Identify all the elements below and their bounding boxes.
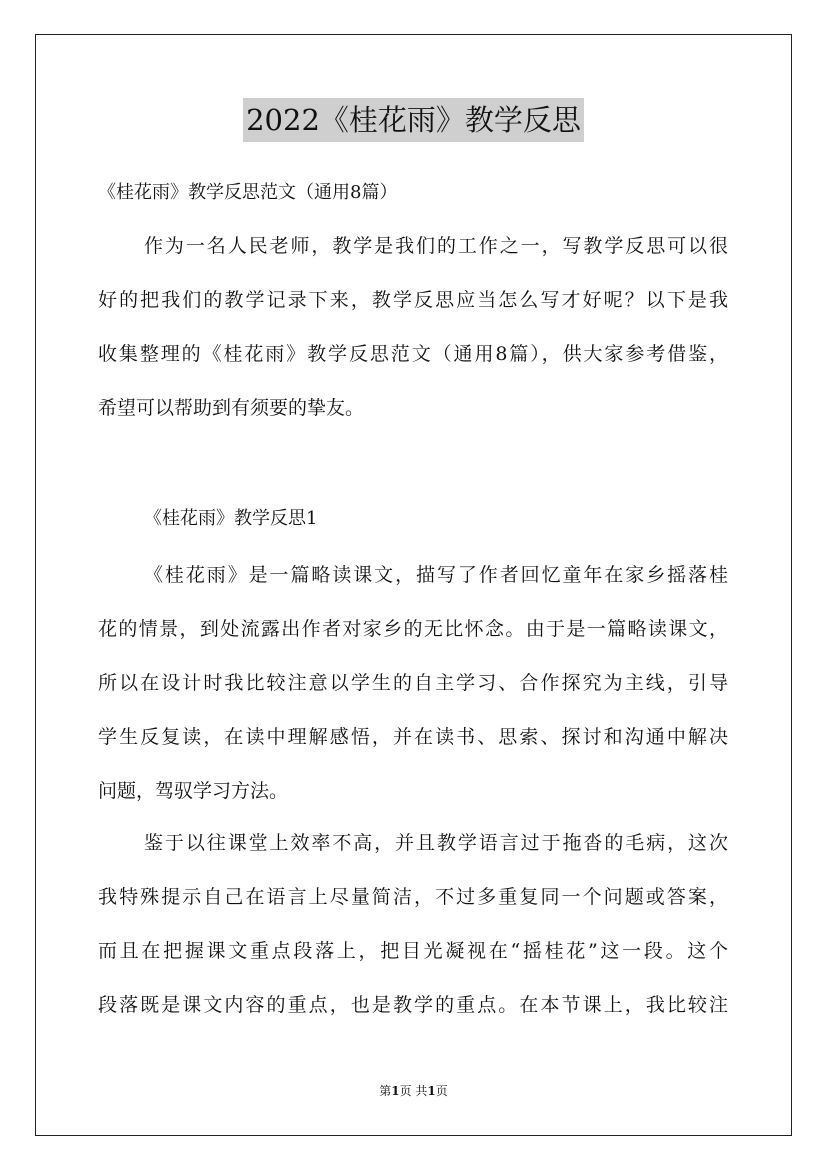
- document-title: 2022《桂花雨》教学反思: [243, 98, 584, 142]
- body-line: 《桂花雨》是一篇略读课文，描写了作者回忆童年在家乡摇落桂: [144, 564, 728, 586]
- intro-line: 希望可以帮助到有须要的挚友。: [98, 397, 365, 419]
- body-line: 问题，驾驭学习方法。: [98, 780, 289, 802]
- footer-prefix: 第: [379, 1084, 392, 1098]
- body-line: 学生反复读，在读中理解感悟，并在读书、思索、探讨和沟通中解决: [98, 726, 728, 748]
- section-heading: 《桂花雨》教学反思1: [144, 508, 318, 529]
- body-line: 段落既是课文内容的重点，也是教学的重点。在本节课上，我比较注: [98, 994, 728, 1016]
- page-footer: [0, 1083, 827, 1099]
- body-line: 而且在把握课文重点段落上，把目光凝视在“摇桂花”这一段。这个: [98, 940, 728, 962]
- body-paragraph-2: [98, 816, 728, 1032]
- body-line: 我特殊提示自己在语言上尽量简洁，不过多重复同一个问题或答案，: [98, 886, 728, 908]
- footer-page-suffix: 页 共: [399, 1084, 428, 1098]
- document-subtitle: 《桂花雨》教学反思范文（通用8篇）: [98, 182, 398, 203]
- title-container: [0, 98, 827, 142]
- body-line: 花的情景，到处流露出作者对家乡的无比怀念。由于是一篇略读课文，: [98, 618, 728, 640]
- intro-line: 收集整理的《桂花雨》教学反思范文（通用8篇），供大家参考借鉴，: [98, 343, 728, 365]
- footer-end-suffix: 页: [435, 1084, 448, 1098]
- intro-line: 作为一名人民老师，教学是我们的工作之一，写教学反思可以很: [144, 235, 728, 257]
- footer-current-page: 1: [391, 1084, 400, 1098]
- body-paragraph-1: [98, 548, 728, 818]
- footer-total-pages: 1: [427, 1084, 436, 1098]
- intro-paragraph: [98, 219, 728, 435]
- body-line: 所以在设计时我比较注意以学生的自主学习、合作探究为主线，引导: [98, 672, 728, 694]
- body-line: 鉴于以往课堂上效率不高，并且教学语言过于拖沓的毛病，这次: [144, 832, 728, 854]
- intro-line: 好的把我们的教学记录下来，教学反思应当怎么写才好呢？以下是我: [98, 289, 728, 311]
